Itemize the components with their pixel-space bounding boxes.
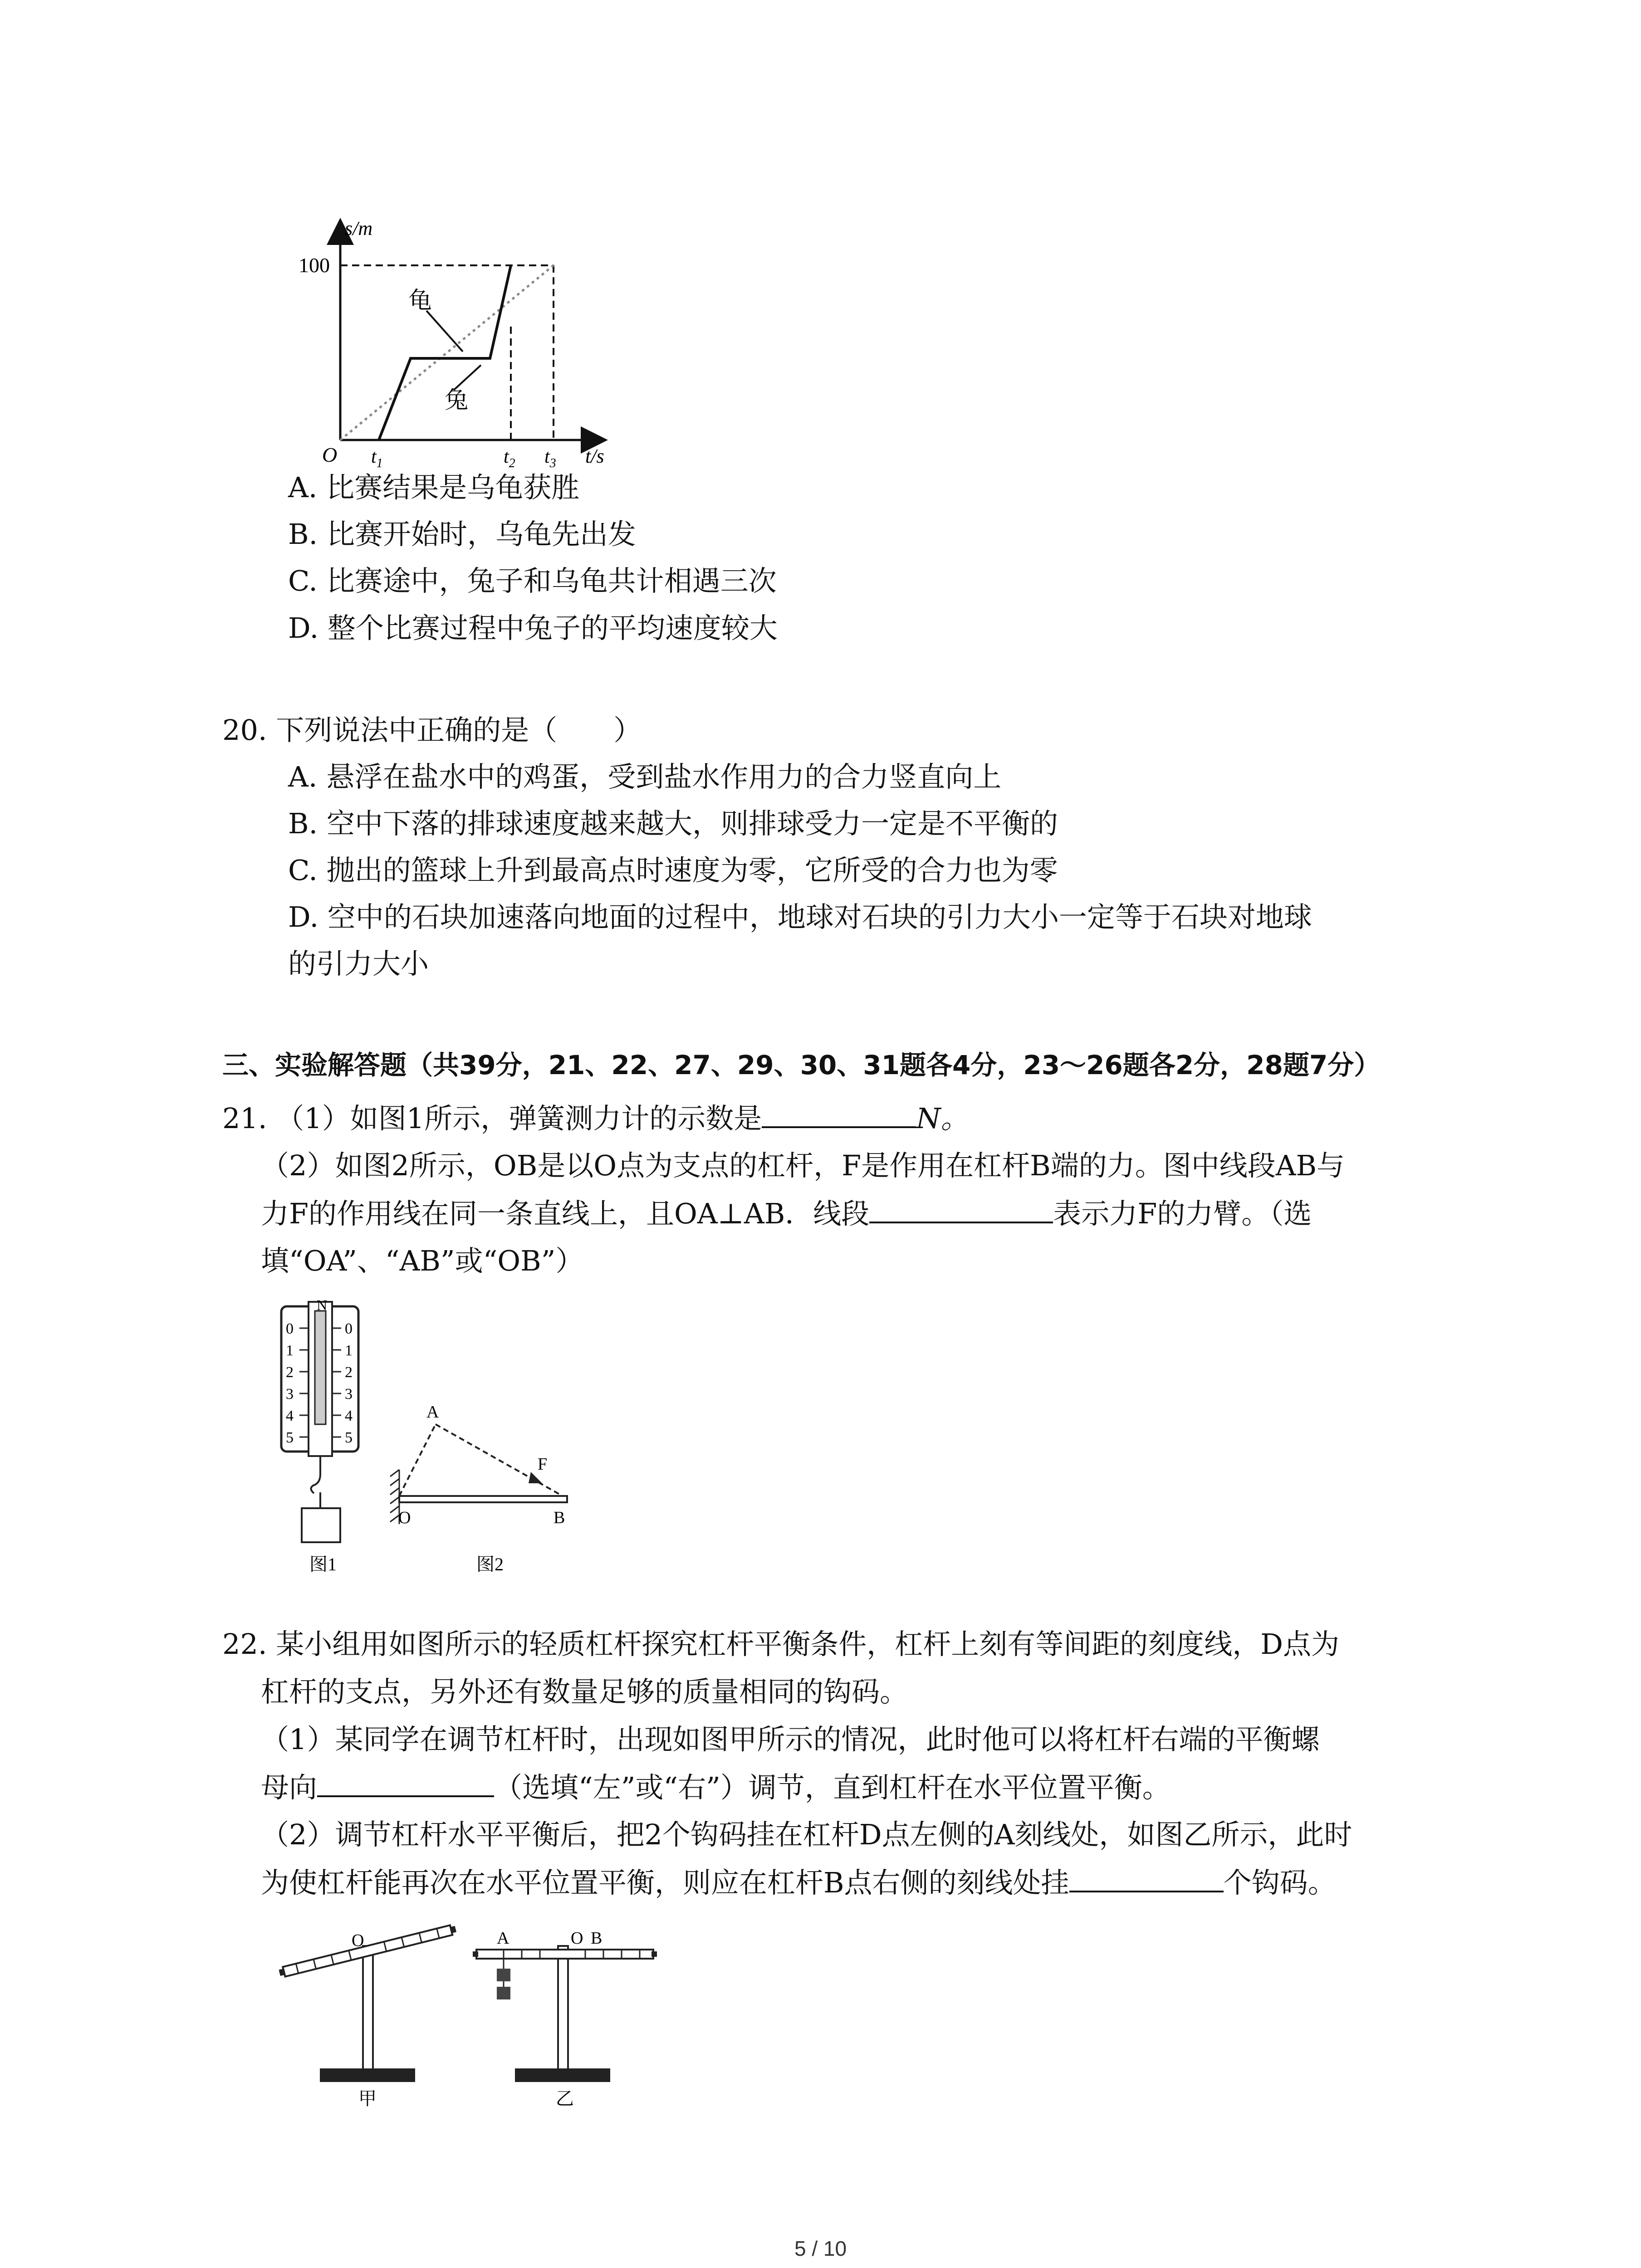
spring-scale-figure (272, 1293, 381, 1574)
scale-number-left: 5 (286, 1429, 294, 1446)
q22-line6-text: 为使杠杆能再次在水平位置平衡，则应在杠杆B点右侧的刻线处挂 (261, 1866, 1069, 1899)
scale-number-right: 1 (345, 1342, 353, 1359)
q19-option-c: C. 比赛途中，兔子和乌龟共计相遇三次 (288, 564, 777, 597)
q21-line1-unit: N。 (916, 1102, 969, 1135)
q22-line4-text: 母向 (261, 1771, 318, 1804)
q20-option-c: C. 抛出的篮球上升到最高点时速度为零，它所受的合力也为零 (288, 854, 1058, 887)
q22-line4 (261, 1769, 1171, 1806)
q21-line3-tail: 表示力F的力臂。（选 (1053, 1197, 1312, 1230)
scale-number-left: 1 (286, 1342, 294, 1359)
q20-option-b: B. 空中下落的排球速度越来越大，则排球受力一定是不平衡的 (288, 807, 1058, 840)
rabbit-label: 兔 (445, 388, 469, 414)
y-axis-label: s/m (345, 217, 373, 240)
race-distance-time-graph (290, 213, 635, 467)
point-f-label: F (538, 1455, 548, 1474)
point-a-label: A (497, 1929, 509, 1948)
scale-number-right: 2 (345, 1364, 353, 1381)
lever-figure-yi (472, 1919, 662, 2109)
fig-jia-caption: 甲 (358, 2088, 377, 2109)
q22-line6-tail: 个钩码。 (1223, 1866, 1336, 1899)
q20-option-a: A. 悬浮在盐水中的鸡蛋，受到盐水作用力的合力竖直向上 (288, 760, 1002, 793)
q22-line6 (261, 1864, 1336, 1901)
t1-label: $t_1$ (371, 446, 383, 467)
q21-answer-blank-2[interactable] (869, 1195, 1053, 1223)
q22-line3: （1）某同学在调节杠杆时，出现如图甲所示的情况，此时他可以将杠杆右端的平衡螺 (261, 1723, 1320, 1756)
t2-label: $t_2$ (504, 446, 515, 467)
q19-option-a: A. 比赛结果是乌龟获胜 (288, 471, 580, 504)
y-tick-100: 100 (299, 254, 330, 277)
pivot-o-label: O (571, 1929, 583, 1948)
q21-line3 (261, 1195, 1312, 1232)
scale-number-right: 3 (345, 1386, 353, 1403)
q20-option-d: D. 空中的石块加速落向地面的过程中，地球对石块的引力大小一定等于石块对地球 (288, 900, 1312, 934)
page-number: 5 / 10 (794, 2237, 847, 2260)
point-b-label: B (554, 1508, 565, 1527)
q22-line4-tail: （选填“左”或“右”）调节，直到杠杆在水平位置平衡。 (494, 1771, 1171, 1804)
pivot-o-label: O (352, 1931, 364, 1950)
q19-option-b: B. 比赛开始时，乌龟先出发 (288, 518, 636, 551)
q20-stem: 20. 下列说法中正确的是（ ） (222, 714, 642, 747)
scale-number-left: 2 (286, 1364, 294, 1381)
q22-answer-blank-1[interactable] (317, 1769, 494, 1797)
point-o-label: O (398, 1508, 411, 1527)
lever-force-arm-figure (386, 1397, 581, 1579)
fig1-caption: 图1 (309, 1554, 337, 1574)
q21-answer-blank-1[interactable] (762, 1100, 916, 1128)
lever-figure-jia (277, 1919, 467, 2109)
fig-yi-caption: 乙 (556, 2088, 574, 2109)
scale-number-left: 0 (286, 1320, 294, 1337)
q22-line5: （2）调节杠杆水平平衡后，把2个钩码挂在杠杆D点左侧的A刻线处，如图乙所示，此时 (261, 1818, 1352, 1851)
origin-label: O (322, 443, 338, 466)
scale-number-left: 4 (286, 1408, 294, 1424)
scale-unit-label: N (317, 1297, 328, 1313)
q21-line3-text: 力F的作用线在同一条直线上，且OA⊥AB．线段 (261, 1197, 870, 1230)
q21-line4: 填“OA”、“AB”或“OB”） (261, 1244, 584, 1277)
scale-number-right: 0 (345, 1320, 353, 1337)
q19-option-d: D. 整个比赛过程中兔子的平均速度较大 (288, 611, 778, 645)
t3-label: $t_3$ (544, 446, 556, 467)
q22-line1: 22. 某小组用如图所示的轻质杠杆探究杠杆平衡条件，杠杆上刻有等间距的刻度线，D点为 (222, 1628, 1340, 1661)
fig2-caption: 图2 (476, 1554, 504, 1574)
q21-line1 (222, 1100, 969, 1137)
scale-number-right: 4 (345, 1408, 353, 1424)
q22-line2: 杠杆的支点，另外还有数量足够的质量相同的钩码。 (261, 1675, 908, 1708)
turtle-label: 龟 (408, 288, 432, 314)
scale-number-left: 3 (286, 1386, 294, 1403)
point-b-label: B (591, 1929, 603, 1948)
q21-line2: （2）如图2所示，OB是以O点为支点的杠杆，F是作用在杠杆B端的力。图中线段AB与 (261, 1149, 1345, 1182)
section3-heading: 三、实验解答题（共39分，21、22、27、29、30、31题各4分，23～26题各2分，28题7分） (222, 1050, 1381, 1080)
q22-answer-blank-2[interactable] (1069, 1864, 1224, 1892)
scale-number-right: 5 (345, 1429, 353, 1446)
x-axis-label: t/s (585, 445, 604, 467)
q20-option-d-cont: 的引力大小 (288, 947, 429, 980)
q21-line1-text: 21. （1）如图1所示，弹簧测力计的示数是 (222, 1102, 762, 1135)
point-a-label: A (426, 1403, 439, 1422)
